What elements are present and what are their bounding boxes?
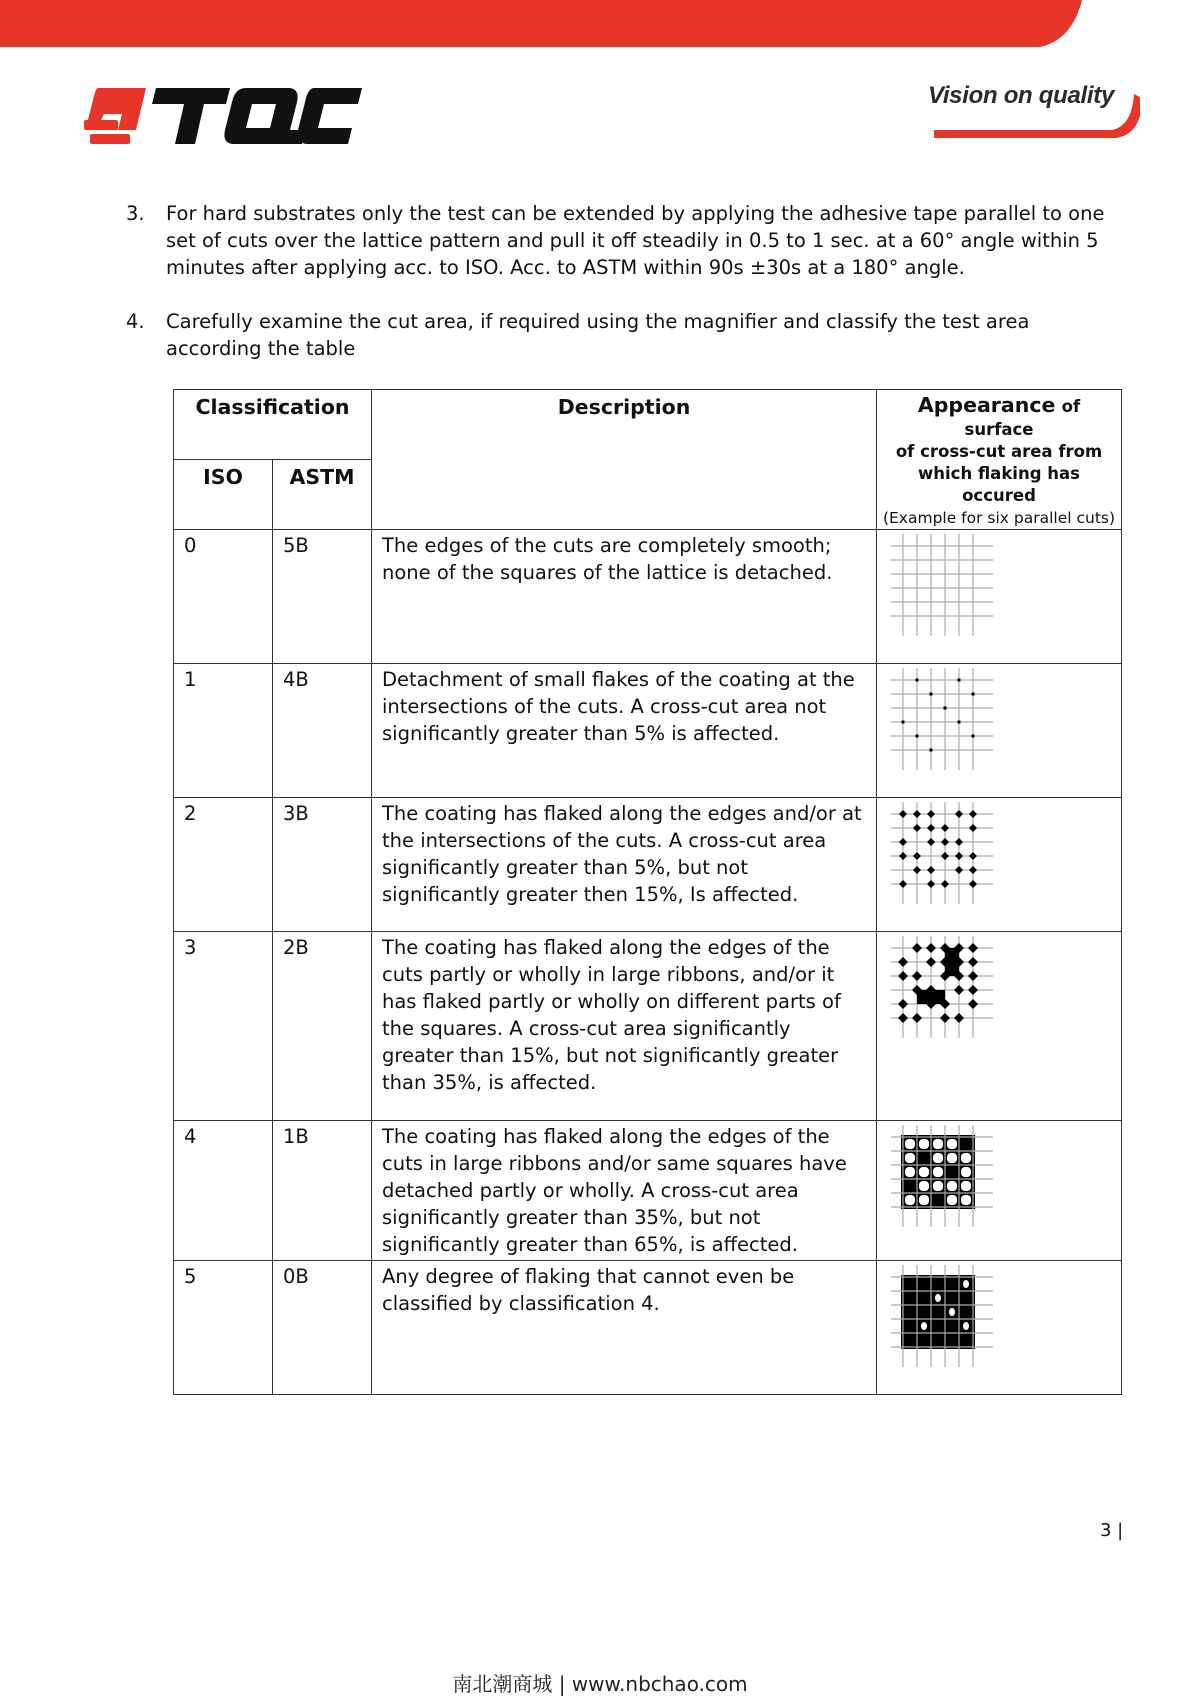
astm-header: ASTM (273, 460, 372, 530)
astm-value: 1B (283, 1125, 309, 1148)
table-row (174, 1261, 1122, 1395)
classification-header: Classification (174, 390, 372, 460)
table-row (174, 932, 1122, 1121)
appearance-header-line2: of cross-cut area from (895, 442, 1103, 461)
lattice-grade-2-icon (887, 798, 997, 908)
astm-cell (273, 530, 372, 664)
astm-value: 4B (283, 668, 309, 691)
description-cell (372, 1261, 877, 1395)
step-text: Carefully examine the cut area, if required using the magnifier and classify the test area according the table (166, 310, 1030, 360)
step-number: 3. (126, 202, 145, 225)
description-text: The coating has flaked along the edges of the cuts partly or wholly in large ribbons, and/or it has flaked partly or wholly on different parts of the squares. A cross-cut area significantly greater than 15%, but not significantly greater than 35%, is affected. (382, 936, 841, 1094)
instruction-steps (126, 200, 1116, 389)
appearance-cell (877, 664, 1122, 798)
step-number: 4. (126, 310, 145, 333)
iso-cell (174, 530, 273, 664)
astm-cell (273, 932, 372, 1121)
iso-cell (174, 932, 273, 1121)
iso-value: 5 (184, 1265, 197, 1288)
description-header: Description (372, 390, 877, 530)
astm-cell (273, 1261, 372, 1395)
iso-cell (174, 664, 273, 798)
appearance-header-of: of surface (964, 397, 1081, 439)
iso-cell (174, 1121, 273, 1261)
table-row (174, 798, 1122, 932)
description-text: The coating has flaked along the edges of the cuts in large ribbons and/or same squares have detached partly or wholly. A cross-cut area significantly greater than 35%, but not significantly greater than 65%, is affected. (382, 1125, 847, 1256)
lattice-grade-0-icon (887, 530, 997, 640)
description-cell (372, 932, 877, 1121)
astm-cell (273, 664, 372, 798)
step-3 (126, 200, 1116, 281)
iso-value: 2 (184, 802, 197, 825)
table-row (174, 1121, 1122, 1261)
description-text: The edges of the cuts are completely smooth; none of the squares of the lattice is detached. (382, 534, 833, 584)
appearance-header (877, 390, 1122, 530)
description-text: Any degree of flaking that cannot even be classified by classification 4. (382, 1265, 795, 1315)
astm-cell (273, 798, 372, 932)
table-row (174, 664, 1122, 798)
appearance-header-main: Appearance (917, 393, 1056, 417)
iso-cell (174, 798, 273, 932)
iso-value: 3 (184, 936, 197, 959)
description-cell (372, 798, 877, 932)
footer-text: 南北潮商城 | www.nbchao.com (452, 1672, 748, 1696)
header-red-band (0, 0, 1200, 60)
iso-cell (174, 1261, 273, 1395)
table-row (174, 530, 1122, 664)
lattice-grade-5-icon (887, 1261, 997, 1371)
iso-value: 4 (184, 1125, 197, 1148)
tqc-logo (84, 84, 364, 146)
lattice-grade-3-icon (887, 932, 997, 1042)
appearance-cell (877, 1121, 1122, 1261)
tagline (920, 78, 1140, 150)
description-cell (372, 664, 877, 798)
step-4 (126, 308, 1116, 362)
step-text: For hard substrates only the test can be extended by applying the adhesive tape parallel to one set of cuts over the lattice pattern and pull it off steadily in 0.5 to 1 sec. at a 60° angle within 5 minutes after applying acc. to ISO. Acc. to ASTM within 90s ±30s at a 180° angle. (166, 202, 1105, 279)
iso-value: 1 (184, 668, 197, 691)
appearance-cell (877, 798, 1122, 932)
iso-header: ISO (174, 460, 273, 530)
iso-value: 0 (184, 534, 197, 557)
page-number: 3 | (1100, 1520, 1124, 1541)
appearance-cell (877, 932, 1122, 1121)
astm-value: 3B (283, 802, 309, 825)
appearance-cell (877, 1261, 1122, 1395)
appearance-cell (877, 530, 1122, 664)
astm-cell (273, 1121, 372, 1261)
description-text: Detachment of small flakes of the coating at the intersections of the cuts. A cross-cut area not significantly greater than 5% is affected. (382, 668, 855, 745)
description-cell (372, 1121, 877, 1261)
astm-value: 0B (283, 1265, 309, 1288)
description-text: The coating has flaked along the edges and/or at the intersections of the cuts. A cross-cut area significantly greater than 5%, but not significantly greater then 15%, Is affected. (382, 802, 862, 906)
tagline-text: Vision on quality (928, 82, 1115, 109)
lattice-grade-4-icon (887, 1121, 997, 1231)
astm-value: 2B (283, 936, 309, 959)
appearance-header-note: (Example for six parallel cuts) (882, 509, 1116, 527)
astm-value: 5B (283, 534, 309, 557)
classification-table (173, 389, 1122, 1395)
appearance-header-line3: which flaking has occured (918, 464, 1080, 505)
description-cell (372, 530, 877, 664)
lattice-grade-1-icon (887, 664, 997, 774)
